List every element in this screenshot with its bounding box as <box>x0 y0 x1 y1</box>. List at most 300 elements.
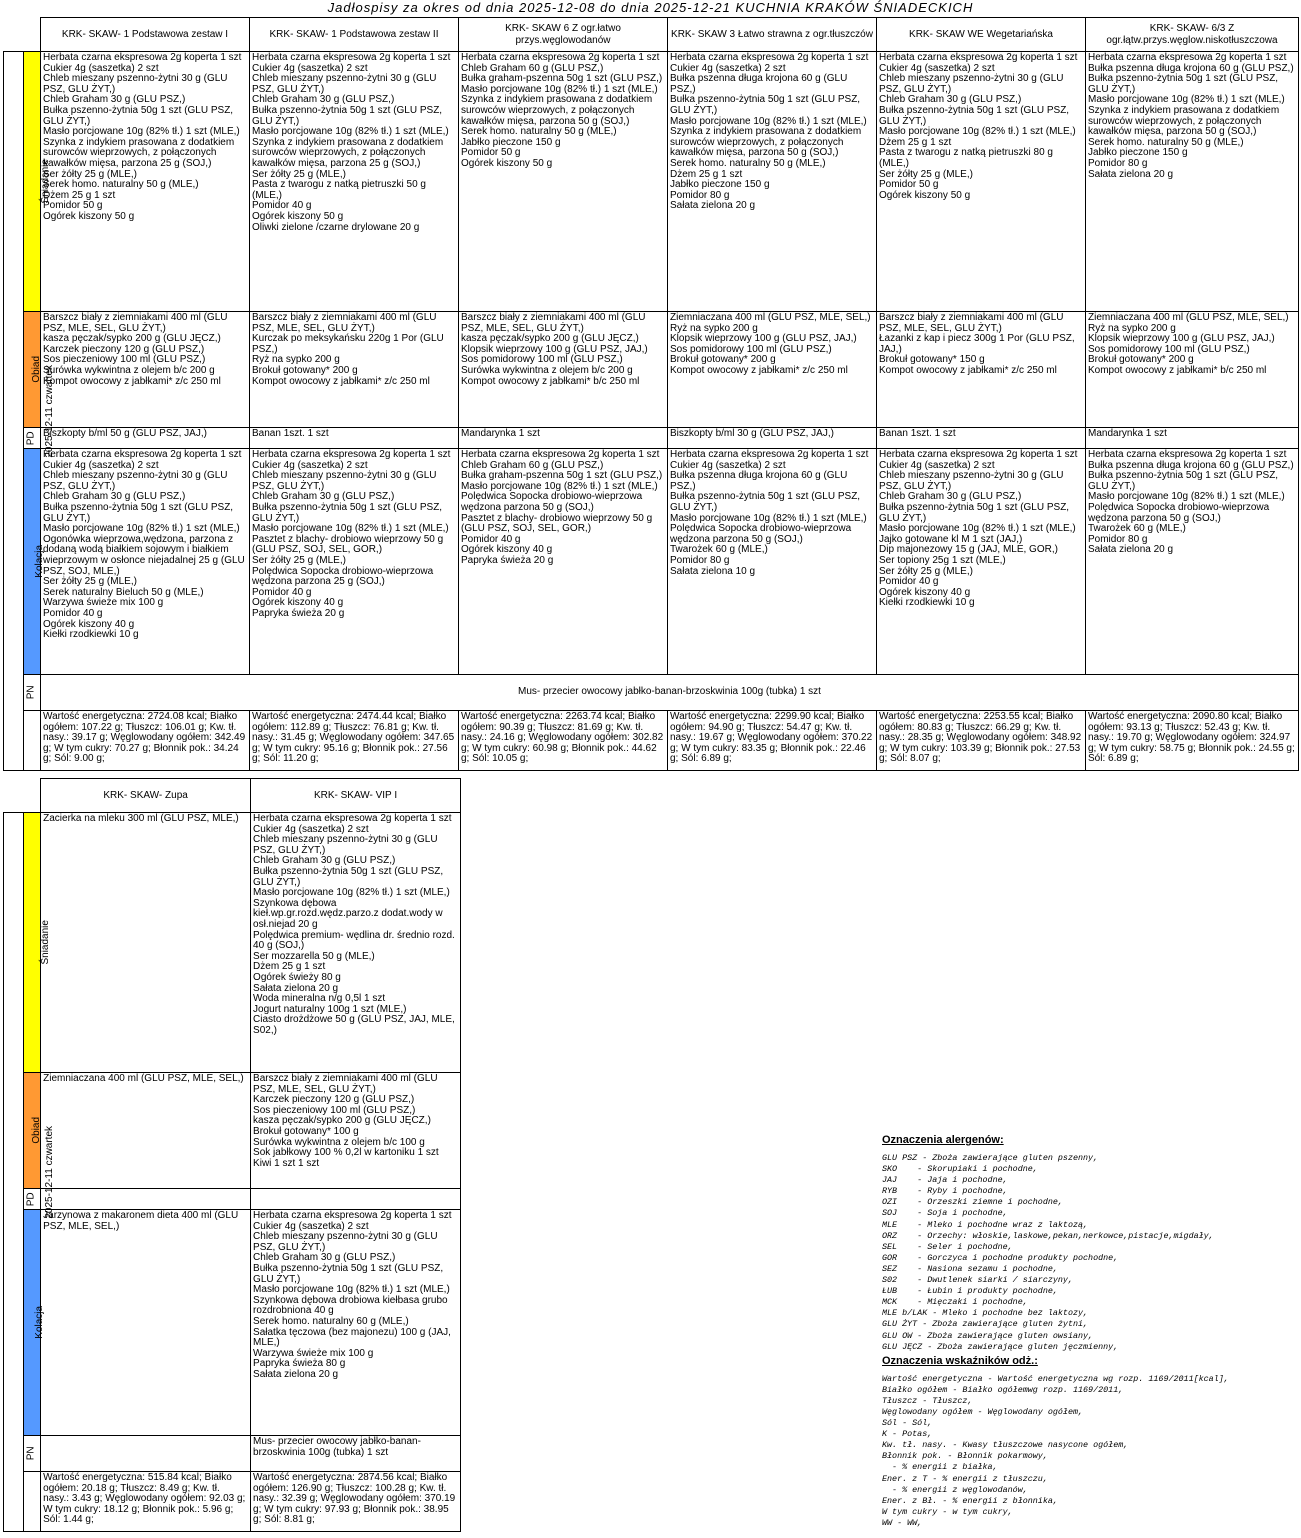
pn-cell: Mus- przecier owocowy jabłko-banan-brzoskwinia 100g (tubka) 1 szt <box>41 675 1299 711</box>
diet-header: KRK- SKAW- VIP I <box>251 779 461 813</box>
menu-item: Szynka z indykiem prasowana z dodatkiem surowców wieprzowych, z połączonych kawałków mięsa, parzona 25 g (SOJ,) <box>43 136 235 169</box>
menu-item: Jajko gotowane kl M 1 szt (JAJ,) <box>879 533 1023 545</box>
meal-label-kolacja: Kolacja <box>24 1210 41 1436</box>
menu-item: Jabłko pieczone 150 g <box>461 136 561 148</box>
menu-item: Bułka pszenno-żytnia 50g 1 szt (GLU PSZ, GLU ŻYT,) <box>43 104 234 127</box>
menu-item: Polędwica Sopocka drobiowo-wieprzowa wędzona parzona 50 g (SOJ,) <box>1088 501 1270 524</box>
menu-item: Kiełki rzodkiewki 10 g <box>879 597 975 609</box>
menu-cell <box>250 52 459 312</box>
menu-item: Papryka świeża 20 g <box>252 607 345 619</box>
menu-item: Masło porcjowane 10g (82% tł.) 1 szt (MLE,) <box>43 126 240 138</box>
nutrition-summary: Wartość energetyczna: 515.84 kcal; Białko ogółem: 20.18 g; Tłuszcz: 8.49 g; Kw. tł. nasy.: 3.43 g; Węglowodany ogółem: 92.03 g; W tym cukry: 18.12 g; Błonnik pok.: 5.96 g; Sól: 1.44 g; <box>41 1472 251 1532</box>
menu-item: Bułka pszenno-żytnia 50g 1 szt (GLU PSZ, GLU ŻYT,) <box>670 491 861 513</box>
menu-item: Ciasto drożdżowe 50 g (GLU PSZ, JAJ, MLE, S02,) <box>253 1014 455 1036</box>
menu-item: Banan 1szt. 1 szt <box>879 428 956 439</box>
menu-item: Ser żółty 25 g (MLE,) <box>43 576 137 588</box>
menu-item: Sos pomidorowy 100 ml (GLU PSZ,) <box>461 354 623 366</box>
menu-item: kasza pęczak/sypko 200 g (GLU JĘCZ,) <box>43 333 221 345</box>
nutrition-summary: Wartość energetyczna: 2874.56 kcal; Białko ogółem: 126.90 g; Tłuszcz: 100.28 g; Kw. tł. nasy.: 32.39 g; Węglowodany ogółem: 370.19 g; W tym cukry: 97.93 g; Błonnik pok.: 38.95 g; Sól: 8.81 g; <box>251 1472 461 1532</box>
menu-cell <box>1086 428 1299 449</box>
menu-item: Dżem 25 g 1 szt <box>43 189 116 201</box>
menu-item: Bułka pszenno-żytnia 50g 1 szt (GLU PSZ, GLU ŻYT,) <box>670 94 861 116</box>
menu-item: Papryka świeża 20 g <box>461 554 554 566</box>
menu-item: Jarzynowa z makaronem dieta 400 ml (GLU PSZ, MLE, SEL,) <box>43 1210 239 1232</box>
menu-cell <box>251 1210 461 1436</box>
menu-item: Cukier 4g (saszetka) 2 szt <box>879 62 995 74</box>
menu-item: Sałatka tęczowa (bez majonezu) 100 g (JAJ, MLE,) <box>253 1326 451 1349</box>
menu-item: Chleb mieszany pszenno-żytni 30 g (GLU PSZ, GLU ŻYT,) <box>252 470 437 492</box>
menu-item: Pomidor 40 g <box>252 200 312 212</box>
menu-item: Jogurt naturalny 100g 1 szt (MLE,) <box>253 1003 407 1015</box>
legend-line: MCK - Mięczaki i pochodne, <box>882 1297 1028 1308</box>
menu-cell <box>41 1189 251 1210</box>
menu-item: Bułka pszenno-żytnia 50g 1 szt (GLU PSZ, GLU ŻYT,) <box>43 501 234 524</box>
diet-header: KRK- SKAW- 1 Podstawowa zestaw I <box>41 18 250 52</box>
nutrition-summary: Wartość energetyczna: 2263.74 kcal; Białko ogółem: 90.39 g; Tłuszcz: 81.69 g; Kw. tł. nasy.: 24.16 g; Węglowodany ogółem: 302.82 g; W tym cukry: 60.98 g; Błonnik pok.: 44.62 g; Sól: 10.05 g; <box>459 711 668 771</box>
pn-cell <box>41 1436 251 1472</box>
legend <box>882 1134 1292 1529</box>
menu-cell <box>41 1073 251 1189</box>
menu-item: Chleb Graham 60 g (GLU PSZ,) <box>461 459 604 471</box>
menu-item: Herbata czarna ekspresowa 2g koperta 1 szt <box>1088 52 1287 63</box>
legend-line: Wartość energetyczna - Wartość energetyczna wg rozp. 1169/2011[kcal], <box>882 1373 1229 1384</box>
menu-item: Herbata czarna ekspresowa 2g koperta 1 szt <box>253 813 452 824</box>
menu-item: Pasta z twarogu z natką pietruszki 80 g (MLE,) <box>879 147 1053 169</box>
menu-item: Ogórek kiszony 50 g <box>43 210 135 222</box>
menu-item: Pomidor 80 g <box>1088 157 1148 169</box>
menu-item: Pomidor 40 g <box>461 533 521 545</box>
menu-item: Ogórek świeży 80 g <box>253 971 341 983</box>
menu-item: Herbata czarna ekspresowa 2g koperta 1 szt <box>252 449 451 460</box>
menu-item: Dżem 25 g 1 szt <box>879 136 952 148</box>
menu-item: Serek homo. naturalny 50 g (MLE,) <box>670 157 826 169</box>
meal-label-obiad: Obiad <box>24 312 41 428</box>
menu-item: Sos pieczeniowy 100 ml (GLU PSZ,) <box>43 354 206 366</box>
legend-line: GLU PSZ - Zboża zawierające gluten pszenny, <box>882 1153 1099 1163</box>
menu-item: Sałata zielona 20 g <box>1088 544 1174 556</box>
legend-line: MLE - Mleko i pochodne wraz z laktozą, <box>882 1219 1089 1230</box>
legend-line: Sól - Sól, <box>882 1418 933 1429</box>
menu-item: Jabłko pieczone 150 g <box>1088 147 1188 159</box>
menu-item: Cukier 4g (saszetka) 2 szt <box>253 1220 369 1232</box>
menu-item: Banan 1szt. 1 szt <box>252 428 329 439</box>
menu-item: Masło porcjowane 10g (82% tł.) 1 szt (MLE,) <box>43 523 240 535</box>
menu-item: Masło porcjowane 10g (82% tł.) 1 szt (MLE,) <box>253 1284 450 1296</box>
menu-item: Cukier 4g (saszetka) 2 szt <box>253 823 369 835</box>
menu-block-1 <box>3 17 1299 771</box>
menu-item: Cukier 4g (saszetka) 2 szt <box>43 459 159 471</box>
menu-item: Bułka pszenna długa krojona 60 g (GLU PSZ,) <box>670 73 848 95</box>
menu-cell <box>668 52 877 312</box>
menu-item: Dip majonezowy 15 g (JAJ, MLE, GOR,) <box>879 544 1058 556</box>
menu-item: Brokuł gotowany* 200 g <box>252 364 358 376</box>
menu-item: Bułka pszenno-żytnia 50g 1 szt (GLU PSZ, GLU ŻYT,) <box>1088 470 1279 492</box>
menu-item: Kurczak po meksykańsku 220g 1 Por (GLU PSZ,) <box>252 333 444 355</box>
menu-item: kasza pęczak/sypko 200 g (GLU JĘCZ,) <box>461 333 639 345</box>
legend-line: S02 - Dwutlenek siarki / siarczyny, <box>882 1275 1073 1286</box>
menu-item: Herbata czarna ekspresowa 2g koperta 1 szt <box>879 52 1078 63</box>
menu-item: Masło porcjowane 10g (82% tł.) 1 szt (MLE,) <box>879 126 1076 138</box>
legend-line: - % energii z białka, <box>882 1462 998 1473</box>
menu-item: Bułka pszenna długa krojona 60 g (GLU PSZ,) <box>1088 62 1294 74</box>
menu-item: Pasztet z blachy- drobiowo wieprzowy 50 g (GLU PSZ, SOJ, SEL, GOR,) <box>252 533 444 556</box>
menu-item: Warzywa świeże mix 100 g <box>43 597 164 609</box>
menu-cell <box>1086 449 1299 675</box>
menu-cell <box>459 428 668 449</box>
menu-item: Bułka pszenno-żytnia 50g 1 szt (GLU PSZ, GLU ŻYT,) <box>879 104 1070 127</box>
menu-item: Bułka pszenno-żytnia 50g 1 szt (GLU PSZ, GLU ŻYT,) <box>253 1262 444 1285</box>
menu-item: Masło porcjowane 10g (82% tł.) 1 szt (MLE,) <box>1088 491 1285 503</box>
menu-item: Pomidor 50 g <box>879 179 939 191</box>
menu-item: Sałata zielona 20 g <box>670 200 756 212</box>
menu-item: Karczek pieczony 120 g (GLU PSZ,) <box>43 343 205 355</box>
menu-item: Polędwica Sopocka drobiowo-wieprzowa wędzona parzona 50 g (SOJ,) <box>670 523 852 545</box>
menu-item: Warzywa świeże mix 100 g <box>253 1347 374 1359</box>
menu-item: Bułka graham-pszenna 50g 1 szt (GLU PSZ,) <box>461 470 663 482</box>
menu-item: Herbata czarna ekspresowa 2g koperta 1 szt <box>43 52 242 63</box>
menu-item: Zacierka na mleku 300 ml (GLU PSZ, MLE,) <box>43 813 239 824</box>
menu-item: Bułka pszenna długa krojona 60 g (GLU PSZ,) <box>1088 459 1294 471</box>
menu-item: Herbata czarna ekspresowa 2g koperta 1 szt <box>461 449 660 460</box>
legend-line: OZI - Orzeszki ziemne i pochodne, <box>882 1197 1063 1208</box>
menu-item: Klopsik wieprzowy 100 g (GLU PSZ, JAJ,) <box>670 333 857 345</box>
menu-item: Serek homo. naturalny 50 g (MLE,) <box>1088 136 1244 148</box>
menu-item: Bułka pszenno-żytnia 50g 1 szt (GLU PSZ, GLU ŻYT,) <box>879 501 1070 524</box>
menu-item: Ziemniaczana 400 ml (GLU PSZ, MLE, SEL,) <box>1088 312 1289 323</box>
menu-cell <box>251 813 461 1073</box>
meal-label-pn: PN <box>24 1436 41 1472</box>
menu-cell <box>251 1073 461 1189</box>
menu-item: Cukier 4g (saszetka) 2 szt <box>670 62 786 74</box>
menu-item: Cukier 4g (saszetka) 2 szt <box>43 62 159 74</box>
menu-item: Kompot owocowy z jabłkami* b/c 250 ml <box>1088 364 1267 376</box>
menu-item: Ser żółty 25 g (MLE,) <box>879 168 973 180</box>
menu-item: Mandarynka 1 szt <box>1088 428 1167 439</box>
menu-item: Chleb Graham 30 g (GLU PSZ,) <box>879 94 1022 106</box>
menu-item: Kompot owocowy z jabłkami* z/c 250 ml <box>43 375 221 387</box>
menu-item: Bułka pszenno-żytnia 50g 1 szt (GLU PSZ, GLU ŻYT,) <box>252 501 443 524</box>
menu-item: Kiełki rzodkiewki 10 g <box>43 629 139 641</box>
menu-item: Ogórek kiszony 50 g <box>879 189 971 201</box>
diet-header: KRK- SKAW WE Wegetariańska <box>877 18 1086 52</box>
menu-item: Kompot owocowy z jabłkami* b/c 250 ml <box>461 375 640 387</box>
diet-header: KRK- SKAW- 6/3 Z ogr.łątw.przys.węglow.niskotłuszczowa <box>1086 18 1299 52</box>
menu-item: Serek homo. naturalny 50 g (MLE,) <box>461 126 617 138</box>
menu-item: Chleb mieszany pszenno-żytni 30 g (GLU PSZ, GLU ŻYT,) <box>879 73 1064 95</box>
menu-item: Chleb mieszany pszenno-żytni 30 g (GLU PSZ, GLU ŻYT,) <box>252 73 437 95</box>
menu-item: Pomidor 40 g <box>252 586 312 598</box>
menu-item: Kompot owocowy z jabłkami* z/c 250 ml <box>879 364 1057 376</box>
allergens-list <box>882 1153 1292 1353</box>
menu-item: Chleb mieszany pszenno-żytni 30 g (GLU PSZ, GLU ŻYT,) <box>43 73 228 95</box>
menu-item: Barszcz biały z ziemniakami 400 ml (GLU PSZ, MLE, SEL, GLU ŻYT,) <box>461 312 646 334</box>
menu-item: Cukier 4g (saszetka) 2 szt <box>252 62 368 74</box>
menu-item: Chleb Graham 30 g (GLU PSZ,) <box>253 855 396 867</box>
menu-item: Barszcz biały z ziemniakami 400 ml (GLU PSZ, MLE, SEL, GLU ŻYT,) <box>252 312 437 334</box>
menu-item: Masło porcjowane 10g (82% tł.) 1 szt (MLE,) <box>670 115 867 127</box>
menu-item: Sałata zielona 20 g <box>253 1368 339 1380</box>
menu-item: Woda mineralna n/g 0,5l 1 szt <box>253 993 386 1005</box>
legend-line: GLU OW - Zboża zawierające gluten owsiany, <box>882 1330 1094 1341</box>
menu-item: Polędwica premium- wędlina dr. średnio rozd. 40 g (SOJ,) <box>253 929 455 952</box>
meal-label-sniadanie: Śniadanie <box>24 52 41 312</box>
menu-item: Ogonówka wieprzowa,wędzona, parzona z dodaną wodą białkiem sojowym i białkiem wieprzowym w osłonce niejadalnej 25 g (GLU PSZ, SOJ, MLE,) <box>43 533 245 577</box>
menu-item: Chleb mieszany pszenno-żytni 30 g (GLU PSZ, GLU ŻYT,) <box>879 470 1064 492</box>
menu-item: Pomidor 80 g <box>670 554 730 566</box>
meal-label-pn: PN <box>24 675 41 711</box>
menu-item: Masło porcjowane 10g (82% tł.) 1 szt (MLE,) <box>1088 94 1285 106</box>
diet-header: KRK- SKAW- Zupa <box>41 779 251 813</box>
day-label: 2025-12-11 czwartek <box>4 813 24 1532</box>
menu-item: Kompot owocowy z jabłkami* z/c 250 ml <box>670 364 848 376</box>
menu-item: Ser mozzarella 50 g (MLE,) <box>253 950 375 962</box>
indicators-title: Oznaczenia wskaźników odż.: <box>882 1354 1038 1367</box>
nutrition-summary: Wartość energetyczna: 2474.44 kcal; Białko ogółem: 112.89 g; Tłuszcz: 76.81 g; Kw. tł. nasy.: 31.45 g; Węglowodany ogółem: 347.65 g; W tym cukry: 95.16 g; Błonnik pok.: 27.56 g; Sól: 11.20 g; <box>250 711 459 771</box>
indicators-list <box>882 1374 1292 1529</box>
diet-header: KRK- SKAW 3 Łatwo strawna z ogr.tłuszczów <box>668 18 877 52</box>
menu-item: Surówka wykwintna z olejem b/c 100 g <box>253 1136 425 1148</box>
menu-item: Ser topiony 25g 1 szt (MLE,) <box>879 554 1006 566</box>
menu-item: Brokuł gotowany* 200 g <box>1088 354 1194 366</box>
menu-cell <box>877 52 1086 312</box>
menu-cell <box>459 52 668 312</box>
menu-item: Herbata czarna ekspresowa 2g koperta 1 szt <box>879 449 1078 460</box>
menu-item: Polędwica Sopocka drobiowo-wieprzowa wędzona parzona 25 g (SOJ,) <box>252 565 434 588</box>
legend-line: RYB - Ryby i pochodne, <box>882 1186 1008 1197</box>
meal-label-kolacja: Kolacja <box>24 449 41 675</box>
menu-cell <box>41 428 250 449</box>
menu-cell <box>41 449 250 675</box>
menu-cell <box>877 428 1086 449</box>
legend-line: Tłuszcz - Tłuszcz, <box>882 1395 973 1406</box>
menu-item: Ser żółty 25 g (MLE,) <box>879 565 973 577</box>
menu-cell <box>668 428 877 449</box>
menu-item: Brokuł gotowany* 100 g <box>253 1125 359 1137</box>
menu-item: Pomidor 40 g <box>879 576 939 588</box>
menu-item: Masło porcjowane 10g (82% tł.) 1 szt (MLE,) <box>252 523 449 535</box>
menu-item: Herbata czarna ekspresowa 2g koperta 1 szt <box>670 52 869 63</box>
legend-line: Kw. tł. nasy. - Kwasy tłuszczowe nasycone ogółem, <box>882 1440 1129 1451</box>
legend-line: WW - WW, <box>882 1517 923 1528</box>
menu-item: Herbata czarna ekspresowa 2g koperta 1 szt <box>1088 449 1287 460</box>
menu-item: kasza pęczak/sypko 200 g (GLU JĘCZ,) <box>253 1115 431 1127</box>
diet-header: KRK- SKAW 6 Z ogr.łatwo przys.węglowodanów <box>459 18 668 52</box>
menu-cell <box>41 813 251 1073</box>
menu-item: Masło porcjowane 10g (82% tł.) 1 szt (MLE,) <box>670 512 867 524</box>
legend-line: Węglowodany ogółem - Węglowodany ogółem, <box>882 1406 1084 1417</box>
menu-item: Barszcz biały z ziemniakami 400 ml (GLU PSZ, MLE, SEL, GLU ŻYT,) <box>43 312 228 334</box>
meal-label-sniadanie: Śniadanie <box>24 813 41 1073</box>
meal-label-pd: PD <box>24 428 41 449</box>
menu-cell <box>668 312 877 428</box>
menu-item: Pomidor 50 g <box>43 200 103 212</box>
menu-item: Sos pomidorowy 100 ml (GLU PSZ,) <box>1088 343 1250 355</box>
menu-item: Chleb Graham 30 g (GLU PSZ,) <box>43 491 186 503</box>
meal-label-pd: PD <box>24 1189 41 1210</box>
menu-item: Mandarynka 1 szt <box>461 428 540 439</box>
menu-item: Polędwica Sopocka drobiowo-wieprzowa wędzona parzona 50 g (SOJ,) <box>461 491 643 513</box>
menu-item: Masło porcjowane 10g (82% tł.) 1 szt (MLE,) <box>252 126 449 138</box>
menu-item: Masło porcjowane 10g (82% tł.) 1 szt (MLE,) <box>879 523 1076 535</box>
legend-line: Błonnik pok. - Błonnik pokarmowy, <box>882 1451 1048 1462</box>
menu-item: Chleb mieszany pszenno-żytni 30 g (GLU PSZ, GLU ŻYT,) <box>43 470 228 492</box>
legend-line: SEL - Seler i pochodne, <box>882 1241 1013 1252</box>
menu-item: Biszkopty b/ml 30 g (GLU PSZ, JAJ,) <box>670 428 834 439</box>
menu-item: Masło porcjowane 10g (82% tł.) 1 szt (MLE,) <box>461 83 658 95</box>
legend-line: - % energii z węglowodanów, <box>882 1484 1028 1495</box>
menu-item: Łazanki z kap i piecz 300g 1 Por (GLU PSZ, JAJ,) <box>879 333 1075 355</box>
menu-item: Szynka z indykiem prasowana z dodatkiem surowców wieprzowych, z połączonych kawałków mięsa, parzona 50 g (SOJ,) <box>1088 104 1280 138</box>
menu-item: Ryż na sypko 200 g <box>670 322 758 334</box>
menu-item: Bułka pszenno-żytnia 50g 1 szt (GLU PSZ, GLU ŻYT,) <box>1088 73 1279 95</box>
menu-item: Ziemniaczana 400 ml (GLU PSZ, MLE, SEL,) <box>670 312 871 323</box>
menu-item: Chleb Graham 30 g (GLU PSZ,) <box>253 1252 396 1264</box>
menu-item: Barszcz biały z ziemniakami 400 ml (GLU PSZ, MLE, SEL, GLU ŻYT,) <box>879 312 1064 334</box>
legend-line: GLU JĘCZ - Zboża zawierające gluten jęczmienny, <box>882 1341 1119 1352</box>
nutrition-summary: Wartość energetyczna: 2090.80 kcal; Białko ogółem: 93.13 g; Tłuszcz: 52.43 g; Kw. tł. nasy.: 19.70 g; Węglowodany ogółem: 324.97 g; W tym cukry: 58.75 g; Błonnik pok.: 24.55 g; Sól: 6.89 g; <box>1086 711 1299 771</box>
menu-item: Herbata czarna ekspresowa 2g koperta 1 szt <box>252 52 451 63</box>
page-title: Jadłospisy za okres od dnia 2025-12-08 do dnia 2025-12-21 KUCHNIA KRAKÓW ŚNIADECKICH <box>327 0 974 15</box>
legend-line: W tym cukry - w tym cukry, <box>882 1506 1013 1517</box>
menu-cell <box>250 449 459 675</box>
menu-item: Szynka z indykiem prasowana z dodatkiem surowców wieprzowych, z połączonych kawałków mięsa, parzona 25 g (SOJ,) <box>252 136 444 169</box>
menu-item: Herbata czarna ekspresowa 2g koperta 1 szt <box>461 52 660 63</box>
legend-line: Białko ogółem - Białko ogółemwg rozp. 1169/2011, <box>882 1384 1124 1395</box>
menu-item: Cukier 4g (saszetka) 2 szt <box>670 459 786 471</box>
menu-item: Masło porcjowane 10g (82% tł.) 1 szt (MLE,) <box>461 480 658 492</box>
legend-line: MLE b/LAK - Mleko i pochodne bez laktozy, <box>882 1308 1089 1319</box>
legend-line: ORZ - Orzechy: włoskie,laskowe,pekan,nerkowce,pistacje,migdały, <box>882 1230 1214 1241</box>
menu-item: Karczek pieczony 120 g (GLU PSZ,) <box>253 1094 415 1106</box>
day-label: 2025-12-11 czwartek <box>4 52 24 771</box>
legend-line: SKO - Skorupiaki i pochodne, <box>882 1164 1038 1175</box>
menu-item: Ogórek kiszony 40 g <box>879 586 971 598</box>
menu-item: Surówka wykwintna z olejem b/c 200 g <box>43 364 215 376</box>
meal-label-obiad: Obiad <box>24 1073 41 1189</box>
menu-block-2 <box>3 778 461 1532</box>
menu-item: Pomidor 80 g <box>1088 533 1148 545</box>
menu-cell <box>251 1189 461 1210</box>
menu-item: Ogórek kiszony 50 g <box>252 210 344 222</box>
legend-line: JAJ - Jaja i pochodne, <box>882 1175 1008 1186</box>
menu-cell <box>250 428 459 449</box>
menu-cell <box>41 52 250 312</box>
menu-item: Sos pieczeniowy 100 ml (GLU PSZ,) <box>253 1104 416 1116</box>
legend-line: ŁUB - Łubin i produkty pochodne, <box>882 1286 1058 1297</box>
menu-item: Surówka wykwintna z olejem b/c 200 g <box>461 364 633 376</box>
nutrition-summary: Wartość energetyczna: 2253.55 kcal; Białko ogółem: 80.83 g; Tłuszcz: 66.29 g; Kw. tł. nasy.: 28.35 g; Węglowodany ogółem: 348.92 g; W tym cukry: 103.39 g; Błonnik pok.: 27.53 g; Sól: 8.07 g; <box>877 711 1086 771</box>
menu-item: Ser żółty 25 g (MLE,) <box>252 168 346 180</box>
menu-item: Chleb Graham 30 g (GLU PSZ,) <box>879 491 1022 503</box>
menu-item: Pomidor 80 g <box>670 189 730 201</box>
menu-cell <box>459 449 668 675</box>
menu-item: Sałata zielona 10 g <box>670 565 756 577</box>
menu-cell <box>250 312 459 428</box>
menu-item: Barszcz biały z ziemniakami 400 ml (GLU PSZ, MLE, SEL, GLU ŻYT,) <box>253 1073 438 1095</box>
menu-item: Cukier 4g (saszetka) 2 szt <box>879 459 995 471</box>
menu-item: Herbata czarna ekspresowa 2g koperta 1 szt <box>253 1210 452 1221</box>
menu-item: Bułka pszenno-żytnia 50g 1 szt (GLU PSZ, GLU ŻYT,) <box>253 865 444 888</box>
menu-item: Klopsik wieprzowy 100 g (GLU PSZ, JAJ,) <box>1088 333 1275 345</box>
menu-item: Sok jabłkowy 100 % 0,2l w kartoniku 1 szt <box>253 1147 439 1159</box>
menu-item: Chleb mieszany pszenno-żytni 30 g (GLU PSZ, GLU ŻYT,) <box>253 1231 438 1253</box>
menu-cell <box>877 312 1086 428</box>
menu-item: Chleb Graham 30 g (GLU PSZ,) <box>43 94 186 106</box>
menu-item: Ser żółty 25 g (MLE,) <box>252 554 346 566</box>
menu-cell <box>1086 312 1299 428</box>
legend-line: GOR - Gorczyca i pochodne produkty pochodne, <box>882 1252 1119 1263</box>
menu-item: Masło porcjowane 10g (82% tł.) 1 szt (MLE,) <box>253 887 450 899</box>
menu-cell <box>459 312 668 428</box>
menu-cell <box>41 1210 251 1436</box>
menu-item: Ryż na sypko 200 g <box>1088 322 1176 334</box>
menu-item: Szynkowa dębowa drobiowa kiełbasa grubo rozdrobniona 40 g <box>253 1294 448 1317</box>
menu-item: Pomidor 50 g <box>461 147 521 159</box>
menu-item: Klopsik wieprzowy 100 g (GLU PSZ, JAJ,) <box>461 343 648 355</box>
nutrition-summary: Wartość energetyczna: 2724.08 kcal; Białko ogółem: 107.22 g; Tłuszcz: 106.01 g; Kw. tł. nasy.: 39.17 g; Węglowodany ogółem: 342.49 g; W tym cukry: 70.27 g; Błonnik pok.: 34.24 g; Sól: 9.00 g; <box>41 711 250 771</box>
menu-item: Dżem 25 g 1 szt <box>670 168 743 180</box>
menu-item: Dżem 25 g 1 szt <box>253 961 326 973</box>
menu-item: Herbata czarna ekspresowa 2g koperta 1 szt <box>43 449 242 460</box>
menu-item: Szynka z indykiem prasowana z dodatkiem surowców wieprzowych, z połączonych kawałków mięsa, parzona 50 g (SOJ,) <box>670 126 862 159</box>
menu-item: Szynka z indykiem prasowana z dodatkiem surowców wieprzowych, z połączonych kawałków mięsa, parzona 50 g (SOJ,) <box>461 94 653 127</box>
menu-item: Ogórek kiszony 40 g <box>43 618 135 630</box>
menu-cell <box>668 449 877 675</box>
allergens-title: Oznaczenia alergenów: <box>882 1134 1004 1146</box>
menu-item: Kiwi 1 szt 1 szt <box>253 1157 320 1169</box>
menu-item: Papryka świeża 80 g <box>253 1358 346 1370</box>
menu-item: Chleb Graham 30 g (GLU PSZ,) <box>252 94 395 106</box>
menu-item: Chleb Graham 60 g (GLU PSZ,) <box>461 62 604 74</box>
menu-item: Oliwki zielone /czarne drylowane 20 g <box>252 221 420 233</box>
menu-item: Sałata zielona 20 g <box>1088 168 1174 180</box>
menu-item: Serek homo. naturalny 50 g (MLE,) <box>43 179 199 191</box>
menu-item: Twarożek 60 g (MLE,) <box>1088 523 1186 535</box>
menu-item: Bułka graham-pszenna 50g 1 szt (GLU PSZ,) <box>461 73 663 85</box>
menu-item: Serek homo. naturalny 60 g (MLE,) <box>253 1315 409 1327</box>
menu-item: Jabłko pieczone 150 g <box>670 179 770 191</box>
menu-item: Brokuł gotowany* 200 g <box>670 354 776 366</box>
legend-line: SOJ - Soja i pochodne, <box>882 1208 1008 1219</box>
menu-item: Chleb Graham 30 g (GLU PSZ,) <box>252 491 395 503</box>
legend-line: Ener. z Bł. - % energii z błonnika, <box>882 1495 1058 1506</box>
legend-line: SEZ - Nasiona sezamu i pochodne, <box>882 1263 1058 1274</box>
menu-item: Pasta z twarogu z natką pietruszki 50 g (MLE,) <box>252 179 426 201</box>
diet-header: KRK- SKAW- 1 Podstawowa zestaw II <box>250 18 459 52</box>
menu-item: Ser żółty 25 g (MLE,) <box>43 168 137 180</box>
menu-item: Ryż na sypko 200 g <box>252 354 340 366</box>
menu-item: Bułka pszenna długa krojona 60 g (GLU PSZ,) <box>670 470 848 492</box>
menu-item: Chleb mieszany pszenno-żytni 30 g (GLU PSZ, GLU ŻYT,) <box>253 834 438 856</box>
pn-cell: Mus- przecier owocowy jabłko-banan-brzoskwinia 100g (tubka) 1 szt <box>251 1436 461 1472</box>
nutrition-summary: Wartość energetyczna: 2299.90 kcal; Białko ogółem: 94.90 g; Tłuszcz: 54.47 g; Kw. tł. nasy.: 19.67 g; Węglowodany ogółem: 370.22 g; W tym cukry: 83.35 g; Błonnik pok.: 22.46 g; Sól: 6.89 g; <box>668 711 877 771</box>
legend-line: GLU ŻYT - Zboża zawierające gluten żytni, <box>882 1319 1089 1330</box>
menu-cell <box>1086 52 1299 312</box>
menu-item: Bułka pszenno-żytnia 50g 1 szt (GLU PSZ, GLU ŻYT,) <box>252 104 443 127</box>
menu-item: Pasztet z blachy- drobiowo wieprzowy 50 g (GLU PSZ, SOJ, SEL, GOR,) <box>461 512 653 535</box>
menu-item: Ogórek kiszony 40 g <box>461 544 553 556</box>
legend-line: K - Potas, <box>882 1429 933 1440</box>
menu-item: Ogórek kiszony 50 g <box>461 157 553 169</box>
menu-item: Szynkowa dębowa kieł.wp.gr.rozd.wędz.parzo.z dodat.wody w osł.niejad 20 g <box>253 897 443 930</box>
menu-item: Herbata czarna ekspresowa 2g koperta 1 szt <box>670 449 869 460</box>
menu-item: Sałata zielona 20 g <box>253 982 339 994</box>
menu-item: Biszkopty b/ml 50 g (GLU PSZ, JAJ,) <box>43 428 207 439</box>
menu-item: Serek naturalny Bieluch 50 g (MLE,) <box>43 586 204 598</box>
menu-item: Brokuł gotowany* 150 g <box>879 354 985 366</box>
menu-item: Twarożek 60 g (MLE,) <box>670 544 768 556</box>
menu-item: Kompot owocowy z jabłkami* z/c 250 ml <box>252 375 430 387</box>
